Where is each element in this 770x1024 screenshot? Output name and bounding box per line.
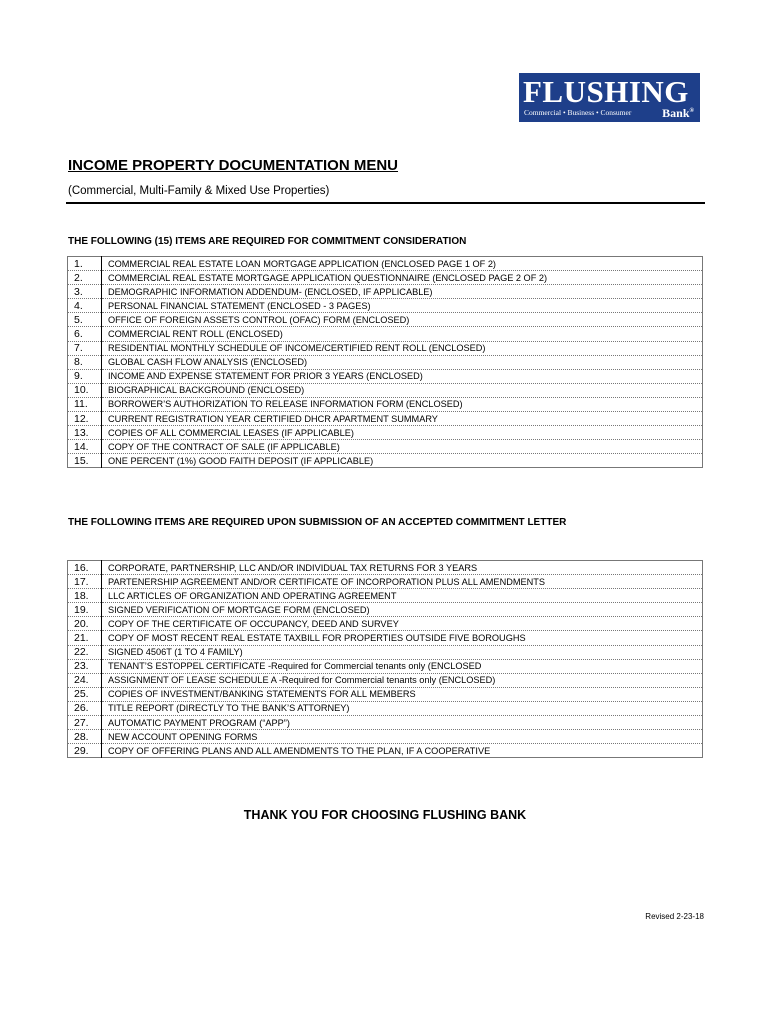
item-description: COPY OF THE CONTRACT OF SALE (IF APPLICABLE) <box>102 440 703 454</box>
checklist-row <box>68 744 703 758</box>
item-description: ASSIGNMENT OF LEASE SCHEDULE A -Required for Commercial tenants only (ENCLOSED) <box>102 673 703 687</box>
item-number: 22. <box>68 645 102 659</box>
item-number: 24. <box>68 673 102 687</box>
item-number: 2. <box>68 271 102 285</box>
checklist-row <box>68 603 703 617</box>
item-description: COPY OF THE CERTIFICATE OF OCCUPANCY, DEED AND SURVEY <box>102 617 703 631</box>
item-description: ONE PERCENT (1%) GOOD FAITH DEPOSIT (IF APPLICABLE) <box>108 455 374 466</box>
post-commitment-items-table <box>67 560 703 758</box>
item-number: 17. <box>68 575 102 589</box>
logo-wordmark: FLUSHING <box>523 74 689 109</box>
item-description: AUTOMATIC PAYMENT PROGRAM (“APP”) <box>102 716 703 730</box>
checklist-row <box>68 285 703 299</box>
checklist-row <box>68 687 703 701</box>
item-description: GLOBAL CASH FLOW ANALYSIS (ENCLOSED) <box>102 355 703 369</box>
checklist-row <box>68 299 703 313</box>
item-description: CORPORATE, PARTNERSHIP, LLC AND/OR INDIVIDUAL TAX RETURNS FOR 3 YEARS <box>102 561 703 575</box>
item-description: COPIES OF ALL COMMERCIAL LEASES (IF APPLICABLE) <box>102 426 703 440</box>
item-description: BORROWER’S AUTHORIZATION TO RELEASE INFORMATION FORM (ENCLOSED) <box>102 397 703 411</box>
item-description: COMMERCIAL REAL ESTATE LOAN MORTGAGE APPLICATION (ENCLOSED PAGE 1 OF 2) <box>102 257 703 271</box>
item-description: PARTENERSHIP AGREEMENT AND/OR CERTIFICATE OF INCORPORATION PLUS ALL AMENDMENTS <box>102 575 703 589</box>
item-number: 20. <box>68 617 102 631</box>
section1-heading: THE FOLLOWING (15) ITEMS ARE REQUIRED FOR COMMITMENT CONSIDERATION <box>68 236 467 247</box>
item-description: RESIDENTIAL MONTHLY SCHEDULE OF INCOME/CERTIFIED RENT ROLL (ENCLOSED) <box>102 341 703 355</box>
checklist-row <box>68 412 703 426</box>
item-number: 27. <box>68 716 102 730</box>
flushing-bank-logo <box>519 73 700 122</box>
checklist-row <box>68 561 703 575</box>
item-description: LLC ARTICLES OF ORGANIZATION AND OPERATING AGREEMENT <box>102 589 703 603</box>
item-description: CURRENT REGISTRATION YEAR CERTIFIED DHCR APARTMENT SUMMARY <box>102 412 703 426</box>
item-number: 19. <box>68 603 102 617</box>
item-description: TITLE REPORT (DIRECTLY TO THE BANK’S ATTORNEY) <box>102 701 703 715</box>
item-description: COMMERCIAL RENT ROLL (ENCLOSED) <box>102 327 703 341</box>
checklist-row <box>68 327 703 341</box>
checklist-row <box>68 313 703 327</box>
checklist-row <box>68 589 703 603</box>
checklist-row <box>68 454 703 468</box>
checklist-row <box>68 617 703 631</box>
checklist-row <box>68 383 703 397</box>
item-number: 26. <box>68 701 102 715</box>
item-number: 5. <box>68 313 102 327</box>
checklist-row <box>68 716 703 730</box>
checklist-row <box>68 369 703 383</box>
item-description: OFFICE OF FOREIGN ASSETS CONTROL (OFAC) FORM (ENCLOSED) <box>102 313 703 327</box>
item-number: 3. <box>68 285 102 299</box>
title-divider <box>66 202 705 204</box>
logo-bank-label: Bank® <box>662 106 694 120</box>
section2-heading: THE FOLLOWING ITEMS ARE REQUIRED UPON SUBMISSION OF AN ACCEPTED COMMITMENT LETTER <box>68 517 567 528</box>
item-description: SIGNED 4506T (1 TO 4 FAMILY) <box>102 645 703 659</box>
checklist-row <box>68 631 703 645</box>
item-number: 14. <box>68 440 102 454</box>
checklist-row <box>68 257 703 271</box>
item-number: 23. <box>68 659 102 673</box>
item-number: 8. <box>68 355 102 369</box>
page-subtitle: (Commercial, Multi-Family & Mixed Use Properties) <box>68 185 330 197</box>
checklist-row <box>68 271 703 285</box>
revision-date: Revised 2-23-18 <box>645 912 704 921</box>
item-number: 15. <box>68 454 102 468</box>
checklist-row <box>68 426 703 440</box>
item-number: 11. <box>68 397 102 411</box>
item-number: 12. <box>68 412 102 426</box>
item-description: TENANT’S ESTOPPEL CERTIFICATE -Required for Commercial tenants only (ENCLOSED <box>102 659 703 673</box>
item-description: COMMERCIAL REAL ESTATE MORTGAGE APPLICATION QUESTIONNAIRE (ENCLOSED PAGE 2 OF 2) <box>102 271 703 285</box>
item-number: 13. <box>68 426 102 440</box>
item-description: DEMOGRAPHIC INFORMATION ADDENDUM- (ENCLOSED, IF APPLICABLE) <box>102 285 703 299</box>
checklist-row <box>68 575 703 589</box>
item-number: 4. <box>68 299 102 313</box>
checklist-row <box>68 341 703 355</box>
checklist-row <box>68 701 703 715</box>
item-description: COPY OF MOST RECENT REAL ESTATE TAXBILL FOR PROPERTIES OUTSIDE FIVE BOROUGHS <box>102 631 703 645</box>
item-number: 6. <box>68 327 102 341</box>
checklist-row <box>68 673 703 687</box>
checklist-row <box>68 440 703 454</box>
item-number: 25. <box>68 687 102 701</box>
item-description: BIOGRAPHICAL BACKGROUND (ENCLOSED) <box>102 383 703 397</box>
checklist-row <box>68 397 703 411</box>
item-number: 9. <box>68 369 102 383</box>
checklist-row <box>68 730 703 744</box>
item-number: 18. <box>68 589 102 603</box>
item-number: 28. <box>68 730 102 744</box>
item-number: 10. <box>68 383 102 397</box>
item-description: NEW ACCOUNT OPENING FORMS <box>102 730 703 744</box>
item-number: 7. <box>68 341 102 355</box>
item-description: COPY OF OFFERING PLANS AND ALL AMENDMENTS TO THE PLAN, IF A COOPERATIVE <box>108 745 491 756</box>
thank-you-message: THANK YOU FOR CHOOSING FLUSHING BANK <box>243 808 527 822</box>
item-number: 1. <box>68 257 102 271</box>
commitment-items-table <box>67 256 703 468</box>
checklist-row <box>68 355 703 369</box>
item-description: COPIES OF INVESTMENT/BANKING STATEMENTS FOR ALL MEMBERS <box>102 687 703 701</box>
page-title: INCOME PROPERTY DOCUMENTATION MENU <box>68 157 399 174</box>
logo-tagline: Commercial • Business • Consumer <box>524 108 632 117</box>
item-number: 16. <box>68 561 102 575</box>
item-number: 29. <box>68 744 102 758</box>
item-number: 21. <box>68 631 102 645</box>
item-description: PERSONAL FINANCIAL STATEMENT (ENCLOSED - 3 PAGES) <box>102 299 703 313</box>
item-description: SIGNED VERIFICATION OF MORTGAGE FORM (ENCLOSED) <box>102 603 703 617</box>
checklist-row <box>68 659 703 673</box>
checklist-row <box>68 645 703 659</box>
item-description: INCOME AND EXPENSE STATEMENT FOR PRIOR 3 YEARS (ENCLOSED) <box>102 369 703 383</box>
